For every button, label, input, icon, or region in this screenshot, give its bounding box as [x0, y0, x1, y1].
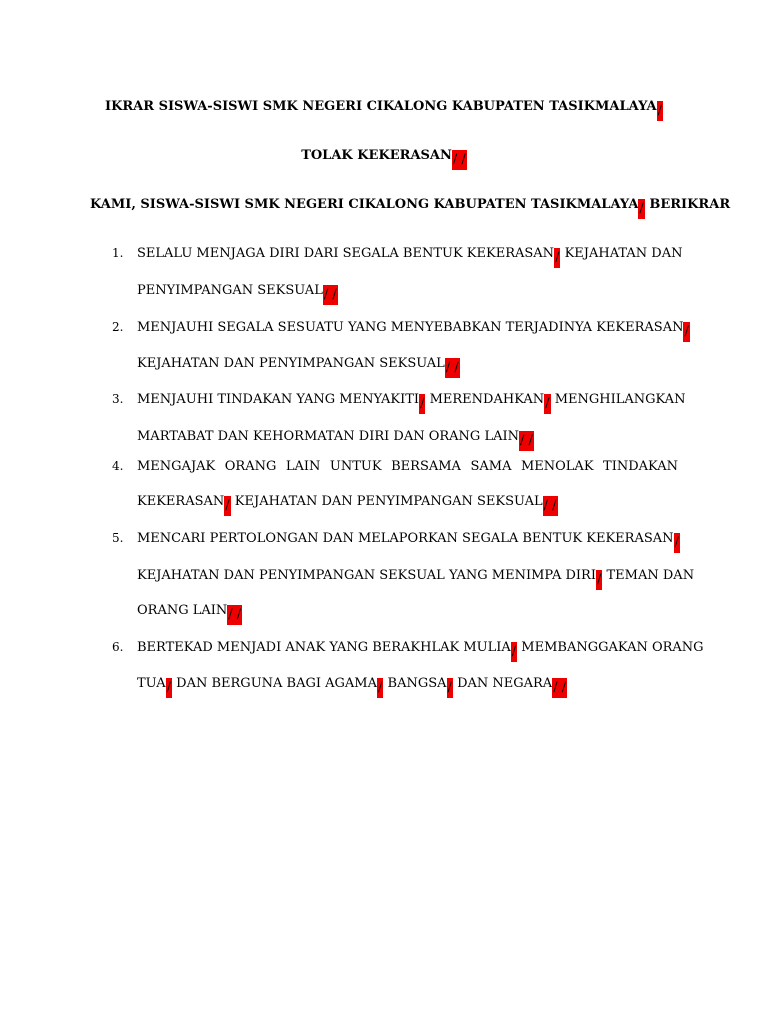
item-text: MENCARI PERTOLONGAN DAN MELAPORKAN SEGALA BENTUK KEKERASAN	[137, 531, 674, 546]
document-subtitle-text: TOLAK KEKERASAN	[301, 148, 452, 163]
slash-marker: /	[447, 678, 453, 698]
item-line	[137, 638, 704, 659]
item-line	[137, 427, 678, 447]
slash-marker: /	[657, 101, 663, 121]
item-number: 4.	[112, 459, 124, 473]
document-subtitle	[0, 148, 768, 170]
item-text: TEMAN DAN	[606, 568, 695, 583]
double-slash-marker: / /	[452, 150, 467, 170]
item-line	[137, 529, 678, 549]
item-text: MENGHILANGKAN	[554, 392, 686, 407]
item-number: 2.	[112, 320, 124, 334]
item-number: 5.	[112, 531, 124, 545]
item-line	[137, 601, 678, 621]
item-text: MENJAUHI TINDAKAN YANG MENYAKITI	[137, 392, 420, 407]
slash-marker: /	[683, 322, 689, 342]
slash-marker: /	[419, 394, 425, 414]
double-slash-marker: / /	[543, 496, 558, 516]
double-slash-marker: / /	[323, 285, 338, 305]
slash-marker: /	[377, 678, 383, 698]
slash-marker: /	[166, 678, 172, 698]
item-number: 3.	[112, 392, 124, 406]
item-text: TUA	[137, 676, 166, 691]
double-slash-marker: / /	[445, 358, 460, 378]
item-text: ORANG LAIN	[137, 603, 228, 618]
item-text: BERTEKAD MENJADI ANAK YANG BERAKHLAK MULIA	[137, 640, 511, 655]
item-text: DAN NEGARA	[457, 676, 553, 691]
document-title	[0, 99, 768, 121]
item-text: KEJAHATAN DAN	[564, 246, 683, 261]
item-text: BANGSA	[387, 676, 447, 691]
item-text: KEJAHATAN DAN PENYIMPANGAN SEKSUAL	[137, 356, 445, 371]
document-intro	[90, 197, 731, 219]
item-text: MENJAUHI SEGALA SESUATU YANG MENYEBABKAN TERJADINYA KEKERASAN	[137, 320, 684, 335]
slash-marker: /	[544, 394, 550, 414]
item-text: MENGAJAK ORANG LAIN UNTUK BERSAMA SAMA MENOLAK TINDAKAN	[137, 459, 678, 474]
item-text: MERENDAHKAN	[429, 392, 545, 407]
double-slash-marker: / /	[519, 431, 534, 451]
item-line	[137, 457, 678, 477]
document-intro-text: KAMI, SISWA-SISWI SMK NEGERI CIKALONG KABUPATEN TASIKMALAYA	[90, 197, 639, 212]
item-line	[137, 244, 683, 265]
item-text: MARTABAT DAN KEHORMATAN DIRI DAN ORANG LAIN	[137, 429, 519, 444]
slash-marker: /	[596, 570, 602, 590]
item-text: SELALU MENJAGA DIRI DARI SEGALA BENTUK KEKERASAN	[137, 246, 555, 261]
document-title-text: IKRAR SISWA-SISWI SMK NEGERI CIKALONG KABUPATEN TASIKMALAYA	[104, 99, 657, 114]
double-slash-marker: / /	[552, 678, 567, 698]
slash-marker: /	[638, 199, 644, 219]
item-line	[137, 390, 686, 411]
item-text: KEJAHATAN DAN PENYIMPANGAN SEKSUAL YANG MENIMPA DIRI	[137, 568, 596, 583]
item-line	[137, 566, 695, 587]
slash-marker: /	[224, 496, 230, 516]
item-text: DAN BERGUNA BAGI AGAMA	[176, 676, 377, 691]
double-slash-marker: / /	[227, 605, 242, 625]
item-line	[137, 281, 678, 301]
item-line	[137, 318, 689, 339]
item-text: PENYIMPANGAN SEKSUAL	[137, 283, 323, 298]
item-number: 6.	[112, 640, 124, 654]
item-line	[137, 492, 678, 512]
slash-marker: /	[511, 642, 517, 662]
item-text: KEKERASAN	[137, 494, 225, 509]
document-intro-tail: BERIKRAR	[649, 197, 731, 212]
item-text: KEJAHATAN DAN PENYIMPANGAN SEKSUAL	[234, 494, 543, 509]
item-line	[137, 354, 678, 374]
slash-marker: /	[674, 533, 680, 553]
item-number: 1.	[112, 246, 124, 260]
item-line	[137, 674, 678, 694]
slash-marker: /	[554, 248, 560, 268]
item-text: MEMBANGGAKAN ORANG	[521, 640, 704, 655]
